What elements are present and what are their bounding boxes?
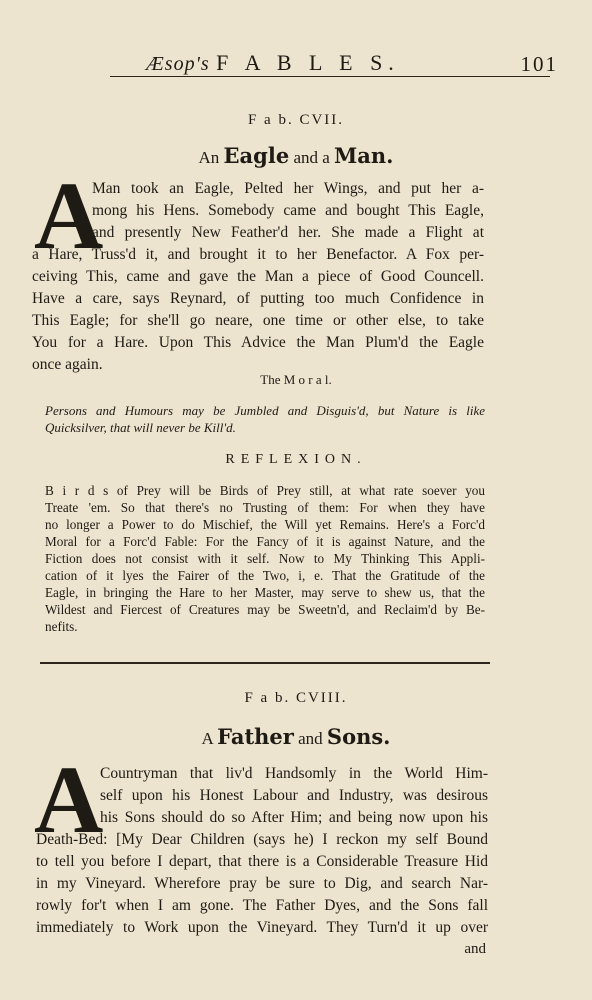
drop-cap: A	[34, 162, 104, 269]
running-head	[110, 46, 580, 80]
text-line: and presently New Feather'd her. She made a Flight at	[92, 224, 484, 241]
text-line: mong his Hens. Somebody came and bought This Eagle,	[92, 202, 484, 219]
fable-title-noun: Man.	[334, 143, 394, 168]
reflexion-line: B i r d s of Prey will be Birds of Prey still, at what rate soever you	[45, 483, 485, 498]
text-line: This Eagle; for she'll go neare, one time or other else, to take	[32, 312, 484, 329]
reflexion-line: nefits.	[45, 619, 78, 634]
text-line: once again.	[32, 356, 103, 373]
running-head-title	[146, 50, 400, 76]
text-line: to tell you before I depart, that there is a Considerable Treasure Hid	[36, 853, 488, 870]
reflexion-line: Eagle, in bringing the Hare to her Master, may serve to shew us, that the	[45, 585, 485, 600]
running-head-caps: F A B L E S.	[216, 50, 400, 75]
text-line: ceiving This, came and gave the Man a piece of Good Councell.	[32, 268, 484, 285]
drop-cap: A	[34, 746, 104, 853]
text-line: a Hare, Truss'd it, and brought it to her Benefactor. A Fox per-	[32, 246, 484, 263]
fable-title-noun: Father	[217, 724, 294, 749]
fable-title-mid: and	[293, 729, 327, 748]
moral-line: Persons and Humours may be Jumbled and Disguis'd, but Nature is like	[45, 403, 485, 418]
text-line: self upon his Honest Labour and Industry, was desirous	[100, 787, 488, 804]
running-head-italic: Æsop's	[146, 53, 210, 75]
text-line: his Sons should do so After Him; and being now upon his	[100, 809, 488, 826]
fable-title-noun: Eagle	[223, 143, 290, 168]
reflexion-heading: REFLEXION.	[225, 452, 367, 467]
fable-divider-rule	[40, 662, 490, 664]
text-line: rowly for't when I am gone. The Father Dyes, and the Sons fall	[36, 897, 488, 914]
fable-title-mid: and a	[289, 148, 335, 167]
fable-number: F a b. CVIII.	[244, 690, 348, 706]
running-head-rule	[110, 76, 550, 77]
fable-title-noun: Sons.	[326, 724, 391, 749]
text-line: immediately to Work upon the Vineyard. They Turn'd it up over	[36, 919, 488, 936]
reflexion-line: Fiction does not consist with it self. Now to My Thinking This Appli-	[45, 551, 485, 566]
text-line: You for a Hare. Upon This Advice the Man Plum'd the Eagle	[32, 334, 484, 351]
reflexion-line: Wildest and Fiercest of Creatures may be Sweetn'd, and Reclaim'd by Be-	[45, 602, 485, 617]
fable-title-pre: A	[201, 729, 218, 748]
reflexion-line: no longer a Power to do Mischief, the Will yet Remains. Here's a Forc'd	[45, 517, 485, 532]
text-line: Man took an Eagle, Pelted her Wings, and put her a-	[92, 180, 484, 197]
text-line: Death-Bed: [My Dear Children (says he) I reckon my self Bound	[36, 831, 488, 848]
fable-title-pre: An	[198, 148, 224, 167]
moral-line: Quicksilver, that will never be Kill'd.	[45, 420, 236, 435]
text-line: Have a care, says Reynard, of putting too much Confidence in	[32, 290, 484, 307]
moral-heading: The M o r a l.	[260, 372, 332, 387]
fable-number: F a b. CVII.	[247, 112, 345, 128]
text-line: in my Vineyard. Wherefore pray be sure to Dig, and search Nar-	[36, 875, 488, 892]
reflexion-line: Moral for a Forc'd Fable: For the Fancy of it is against Nature, and the	[45, 534, 485, 549]
catchword: and	[464, 941, 486, 957]
reflexion-line: cation of it lyes the Fairer of the Two, i, e. That the Gratitude of the	[45, 568, 485, 583]
page-number: 101	[520, 52, 558, 76]
text-line: Countryman that liv'd Handsomly in the World Him-	[100, 765, 488, 782]
reflexion-line: Treate 'em. So that there's no Trusting of them: For when they have	[45, 500, 485, 515]
